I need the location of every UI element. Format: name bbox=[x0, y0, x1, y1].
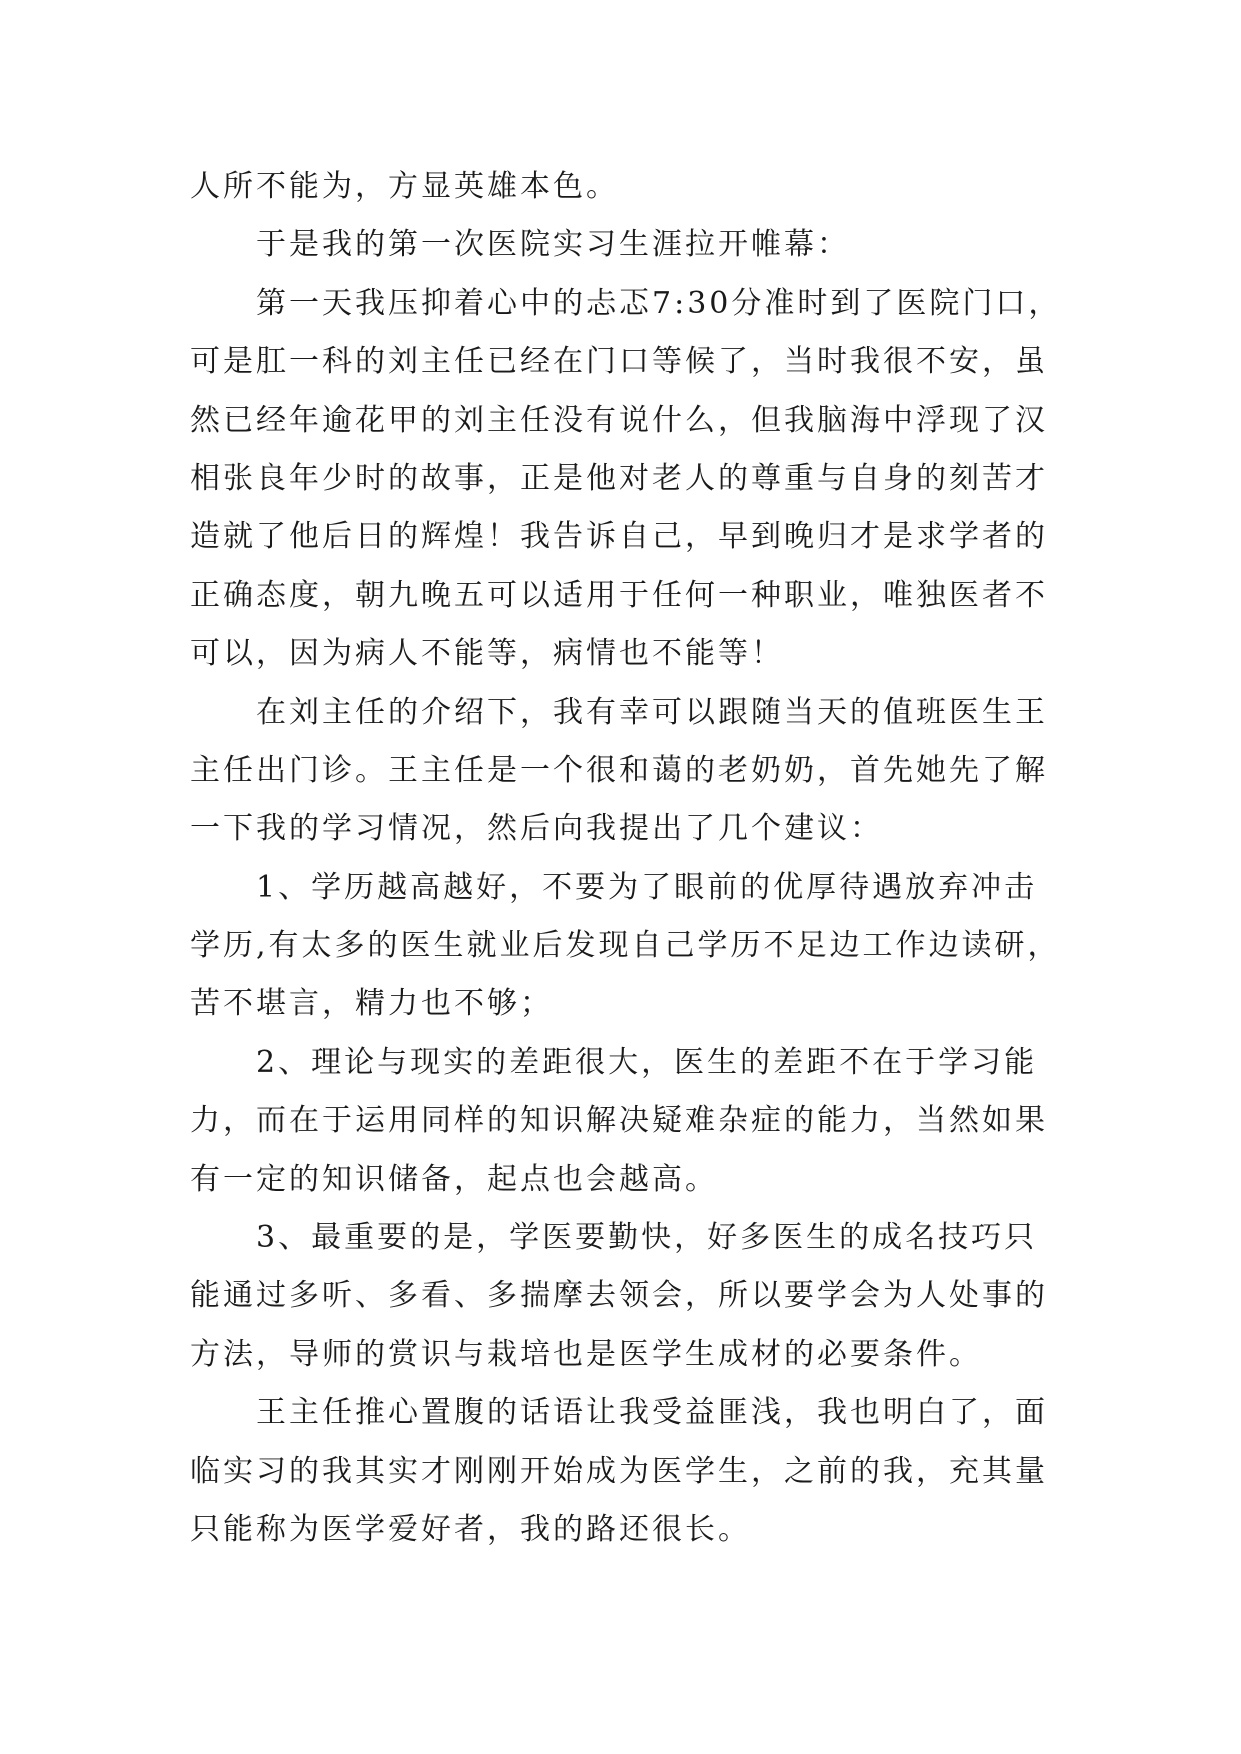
text-line: 造就了他后日的辉煌！我告诉自己，早到晚归才是求学者的 bbox=[190, 519, 1048, 555]
text-line: 然已经年逾花甲的刘主任没有说什么，但我脑海中浮现了汉 bbox=[190, 402, 1048, 438]
text-line: 王主任推心置腹的话语让我受益匪浅，我也明白了，面 bbox=[256, 1395, 1048, 1431]
text-line: 2、理论与现实的差距很大，医生的差距不在于学习能 bbox=[256, 1044, 1038, 1080]
text-line: 第一天我压抑着心中的忐忑7:30分准时到了医院门口， bbox=[256, 285, 1062, 321]
text-line: 可是肛一科的刘主任已经在门口等候了，当时我很不安，虽 bbox=[190, 344, 1048, 380]
text-line: 有一定的知识储备，起点也会越高。 bbox=[190, 1161, 718, 1197]
text-line: 一下我的学习情况，然后向我提出了几个建议： bbox=[190, 811, 883, 847]
text-line: 1、学历越高越好，不要为了眼前的优厚待遇放弃冲击 bbox=[256, 869, 1038, 905]
text-line: 正确态度，朝九晚五可以适用于任何一种职业，唯独医者不 bbox=[190, 577, 1048, 613]
text-line: 人所不能为，方显英雄本色。 bbox=[190, 169, 619, 204]
text-line: 3、最重要的是，学医要勤快，好多医生的成名技巧只 bbox=[256, 1220, 1038, 1256]
text-line: 力，而在于运用同样的知识解决疑难杂症的能力，当然如果 bbox=[190, 1103, 1048, 1139]
text-line: 方法，导师的赏识与栽培也是医学生成材的必要条件。 bbox=[190, 1336, 982, 1372]
text-line: 学历,有太多的医生就业后发现自己学历不足边工作边读研， bbox=[190, 928, 1061, 964]
text-line: 于是我的第一次医院实习生涯拉开帷幕： bbox=[256, 227, 850, 263]
text-line: 主任出门诊。王主任是一个很和蔼的老奶奶，首先她先了解 bbox=[190, 752, 1048, 788]
text-line: 能通过多听、多看、多揣摩去领会，所以要学会为人处事的 bbox=[190, 1278, 1048, 1314]
document-body bbox=[190, 158, 1060, 1559]
text-line: 临实习的我其实才刚刚开始成为医学生，之前的我，充其量 bbox=[190, 1453, 1048, 1489]
text-line: 苦不堪言，精力也不够； bbox=[190, 986, 553, 1022]
text-line: 在刘主任的介绍下，我有幸可以跟随当天的值班医生王 bbox=[256, 694, 1048, 730]
text-line: 可以，因为病人不能等，病情也不能等！ bbox=[190, 636, 784, 672]
text-line: 相张良年少时的故事，正是他对老人的尊重与自身的刻苦才 bbox=[190, 460, 1048, 496]
text-line: 只能称为医学爱好者，我的路还很长。 bbox=[190, 1511, 751, 1547]
